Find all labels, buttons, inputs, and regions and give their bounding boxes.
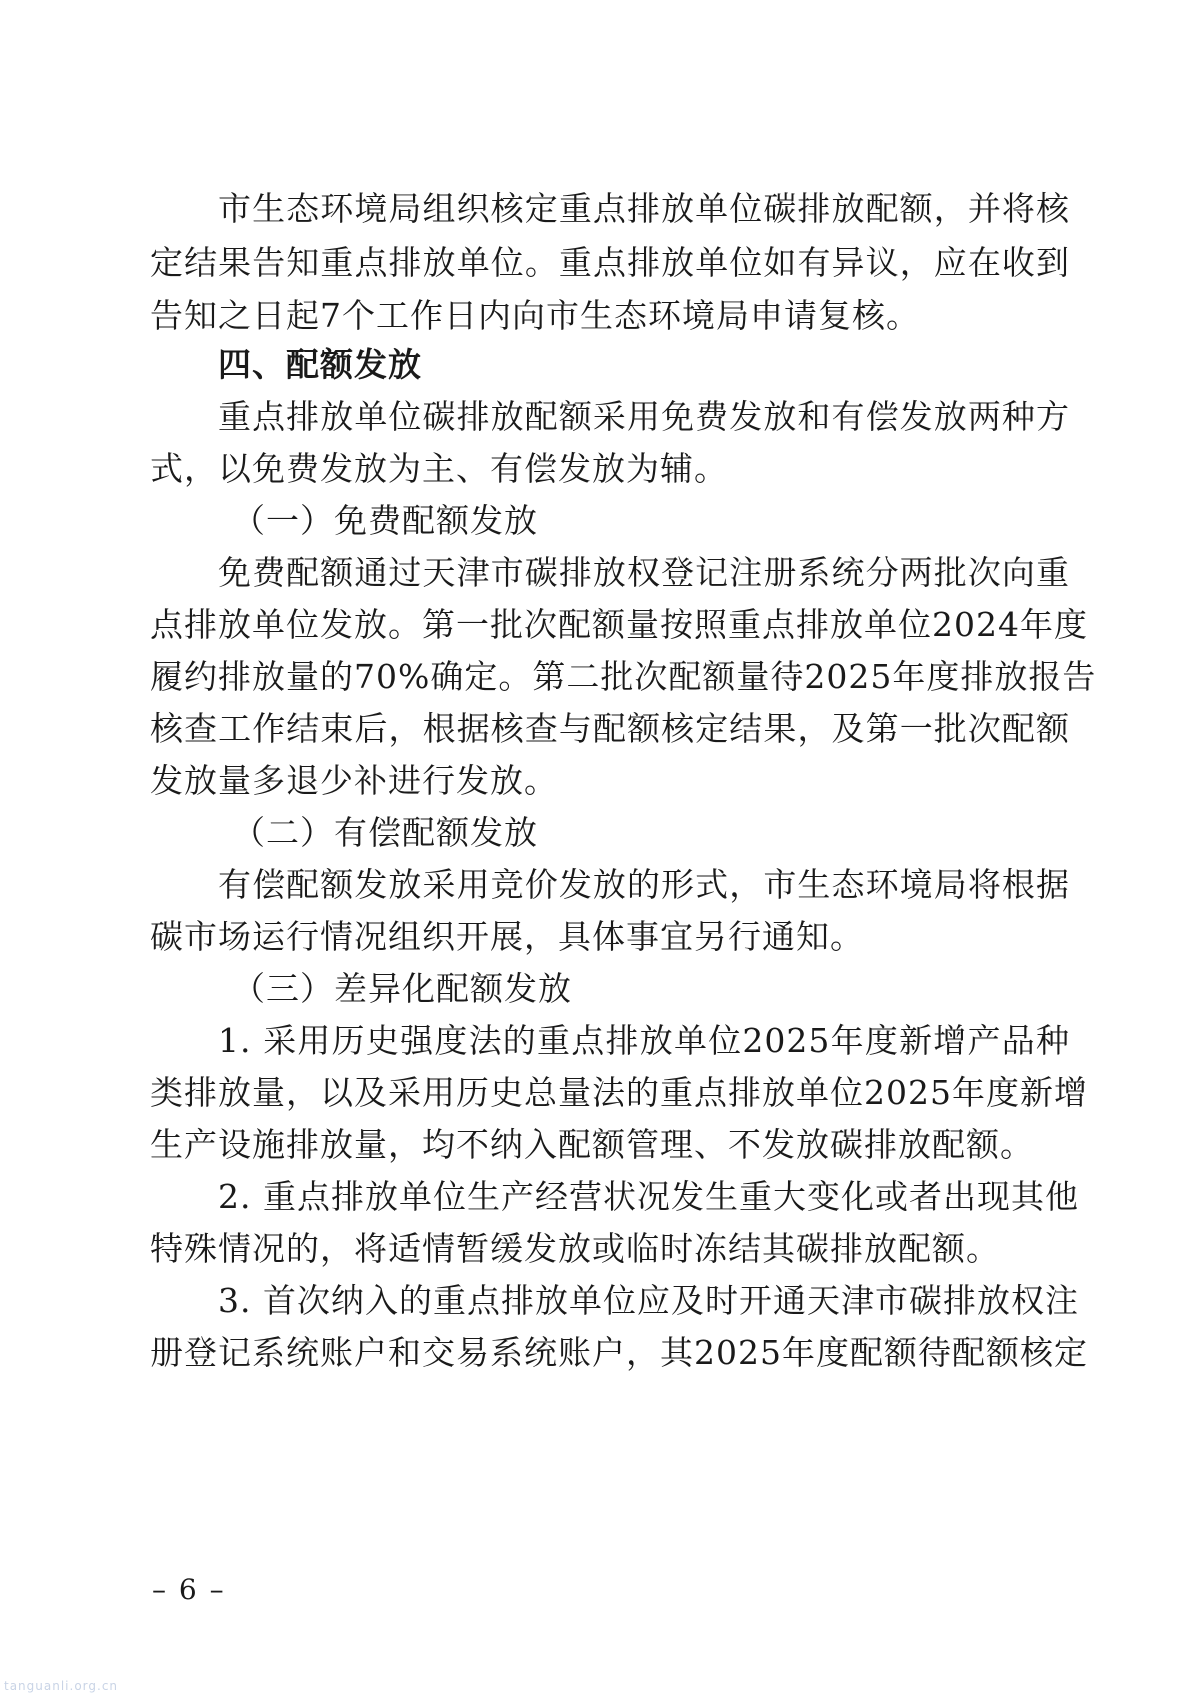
paragraph-line: 生产设施排放量，均不纳入配额管理、不发放碳排放配额。 — [150, 1125, 1034, 1164]
paragraph-line: 核查工作结束后，根据核查与配额核定结果，及第一批次配额 — [150, 709, 1070, 748]
subsection-heading: （三）差异化配额发放 — [232, 969, 572, 1008]
paragraph-line: 特殊情况的，将适情暂缓发放或临时冻结其碳排放配额。 — [150, 1229, 1000, 1268]
paragraph-line: 有偿配额发放采用竞价发放的形式，市生态环境局将根据 — [218, 865, 1070, 904]
subsection-heading: （一）免费配额发放 — [232, 501, 538, 540]
paragraph-line: 发放量多退少补进行发放。 — [150, 761, 558, 800]
paragraph-line: 3. 首次纳入的重点排放单位应及时开通天津市碳排放权注 — [218, 1281, 1079, 1320]
paragraph-line: 册登记系统账户和交易系统账户，其2025年度配额待配额核定 — [150, 1333, 1088, 1372]
watermark: tanguanli.org.cn — [4, 1679, 119, 1693]
paragraph-line: 履约排放量的70%确定。第二批次配额量待2025年度排放报告 — [150, 657, 1097, 696]
subsection-heading: （二）有偿配额发放 — [232, 813, 538, 852]
paragraph-line: 式，以免费发放为主、有偿发放为辅。 — [150, 449, 728, 488]
paragraph-line: 免费配额通过天津市碳排放权登记注册系统分两批次向重 — [218, 553, 1070, 592]
paragraph-line: 市生态环境局组织核定重点排放单位碳排放配额，并将核 — [218, 189, 1070, 228]
paragraph-line: 类排放量，以及采用历史总量法的重点排放单位2025年度新增 — [150, 1073, 1088, 1112]
paragraph-line: 告知之日起7个工作日内向市生态环境局申请复核。 — [150, 296, 920, 335]
paragraph-line: 2. 重点排放单位生产经营状况发生重大变化或者出现其他 — [218, 1177, 1079, 1216]
section-heading: 四、配额发放 — [218, 345, 422, 384]
page-number: – 6 – — [152, 1573, 226, 1606]
paragraph-line: 定结果告知重点排放单位。重点排放单位如有异议，应在收到 — [150, 243, 1070, 282]
paragraph-line: 碳市场运行情况组织开展，具体事宜另行通知。 — [150, 917, 864, 956]
paragraph-line: 点排放单位发放。第一批次配额量按照重点排放单位2024年度 — [150, 605, 1088, 644]
paragraph-line: 重点排放单位碳排放配额采用免费发放和有偿发放两种方 — [218, 397, 1070, 436]
paragraph-line: 1. 采用历史强度法的重点排放单位2025年度新增产品种 — [218, 1021, 1070, 1060]
